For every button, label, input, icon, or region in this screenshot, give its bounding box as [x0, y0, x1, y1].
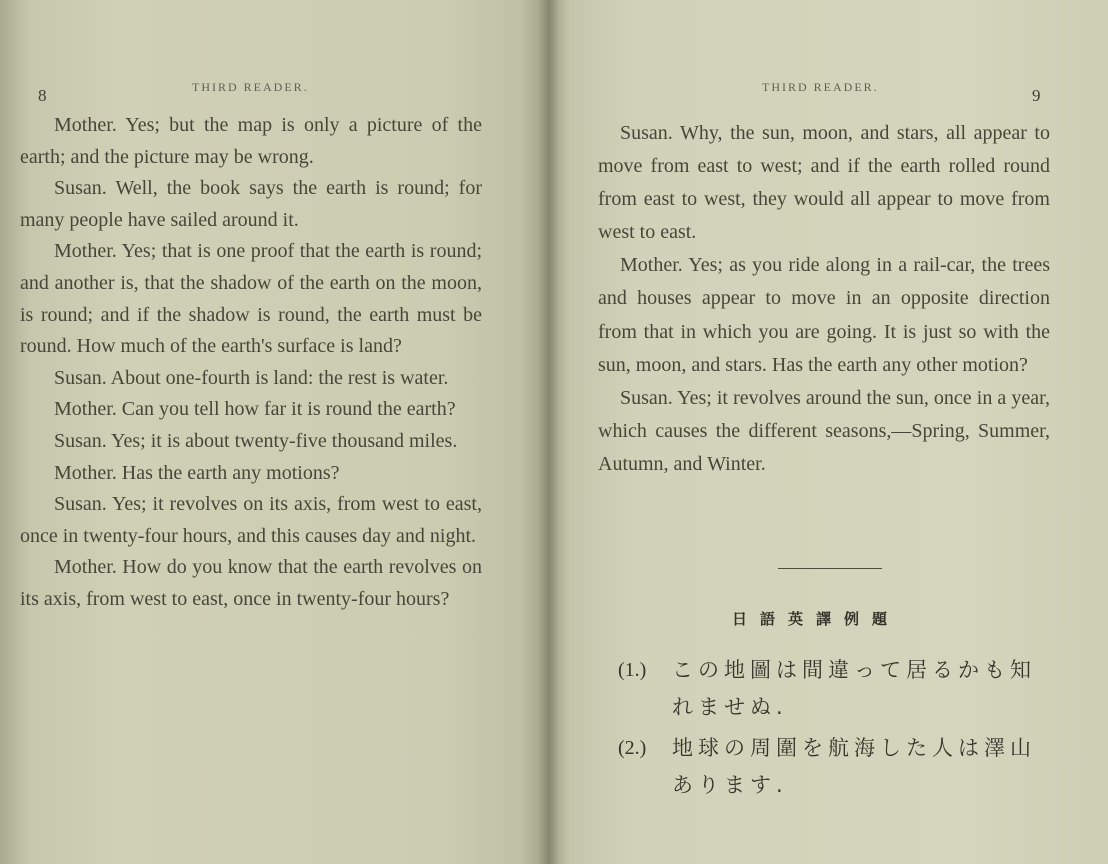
page-number: 8 [38, 86, 47, 105]
section-divider [778, 568, 882, 569]
running-header: THIRD READER. [192, 80, 309, 94]
exercise-title: 日語英譯例題 [732, 610, 901, 628]
exercise-item [618, 652, 1058, 726]
paragraph: Susan. Yes; it revolves on its axis, from west to east, once in twenty-four hours, and this causes day and night. [20, 493, 482, 547]
paragraph: Susan. About one-fourth is land: the rest is water. [54, 366, 449, 389]
left-body-text [20, 110, 482, 616]
paragraph: Mother. How do you know that the earth revolves on its axis, from west to east, once in twenty-four hours? [20, 556, 482, 610]
paragraph: Susan. Yes; it is about twenty-five thousand miles. [54, 429, 458, 452]
book-gutter [538, 0, 560, 864]
exercise-list [618, 652, 1058, 808]
exercise-text: この地圖は間違って居るかも知れませぬ. [672, 658, 1036, 719]
paragraph: Mother. Yes; that is one proof that the earth is round; and another is, that the shadow of the earth on the moon, is round; and if the shadow is round, the earth must be round. How much of the earth's surface is land? [20, 240, 482, 358]
paragraph: Susan. Why, the sun, moon, and stars, all appear to move from east to west; and if the earth rolled round from east to west, they would all appear to move from west to east. [598, 122, 1050, 244]
exercise-number: (1.) [618, 659, 647, 681]
running-header: THIRD READER. [762, 80, 879, 94]
paragraph: Mother. Yes; but the map is only a picture of the earth; and the picture may be wrong. [20, 114, 482, 168]
paragraph: Susan. Yes; it revolves around the sun, once in a year, which causes the different seasons,—Spring, Summer, Autumn, and Winter. [598, 386, 1050, 475]
paragraph: Mother. Yes; as you ride along in a rail-car, the trees and houses appear to move in an opposite direction from that in which you are going. It is just so with the sun, moon, and stars. Has the earth any other motion? [598, 254, 1050, 376]
exercise-text: 地球の周圍を航海した人は澤山あります. [672, 736, 1036, 797]
exercise-item [618, 730, 1058, 804]
right-body-text [598, 117, 1050, 481]
paragraph: Susan. Well, the book says the earth is round; for many people have sailed around it. [20, 177, 482, 231]
page-number: 9 [1032, 86, 1041, 105]
paragraph: Mother. Can you tell how far it is round the earth? [54, 398, 456, 421]
exercise-number: (2.) [618, 737, 647, 759]
paragraph: Mother. Has the earth any motions? [54, 461, 340, 484]
